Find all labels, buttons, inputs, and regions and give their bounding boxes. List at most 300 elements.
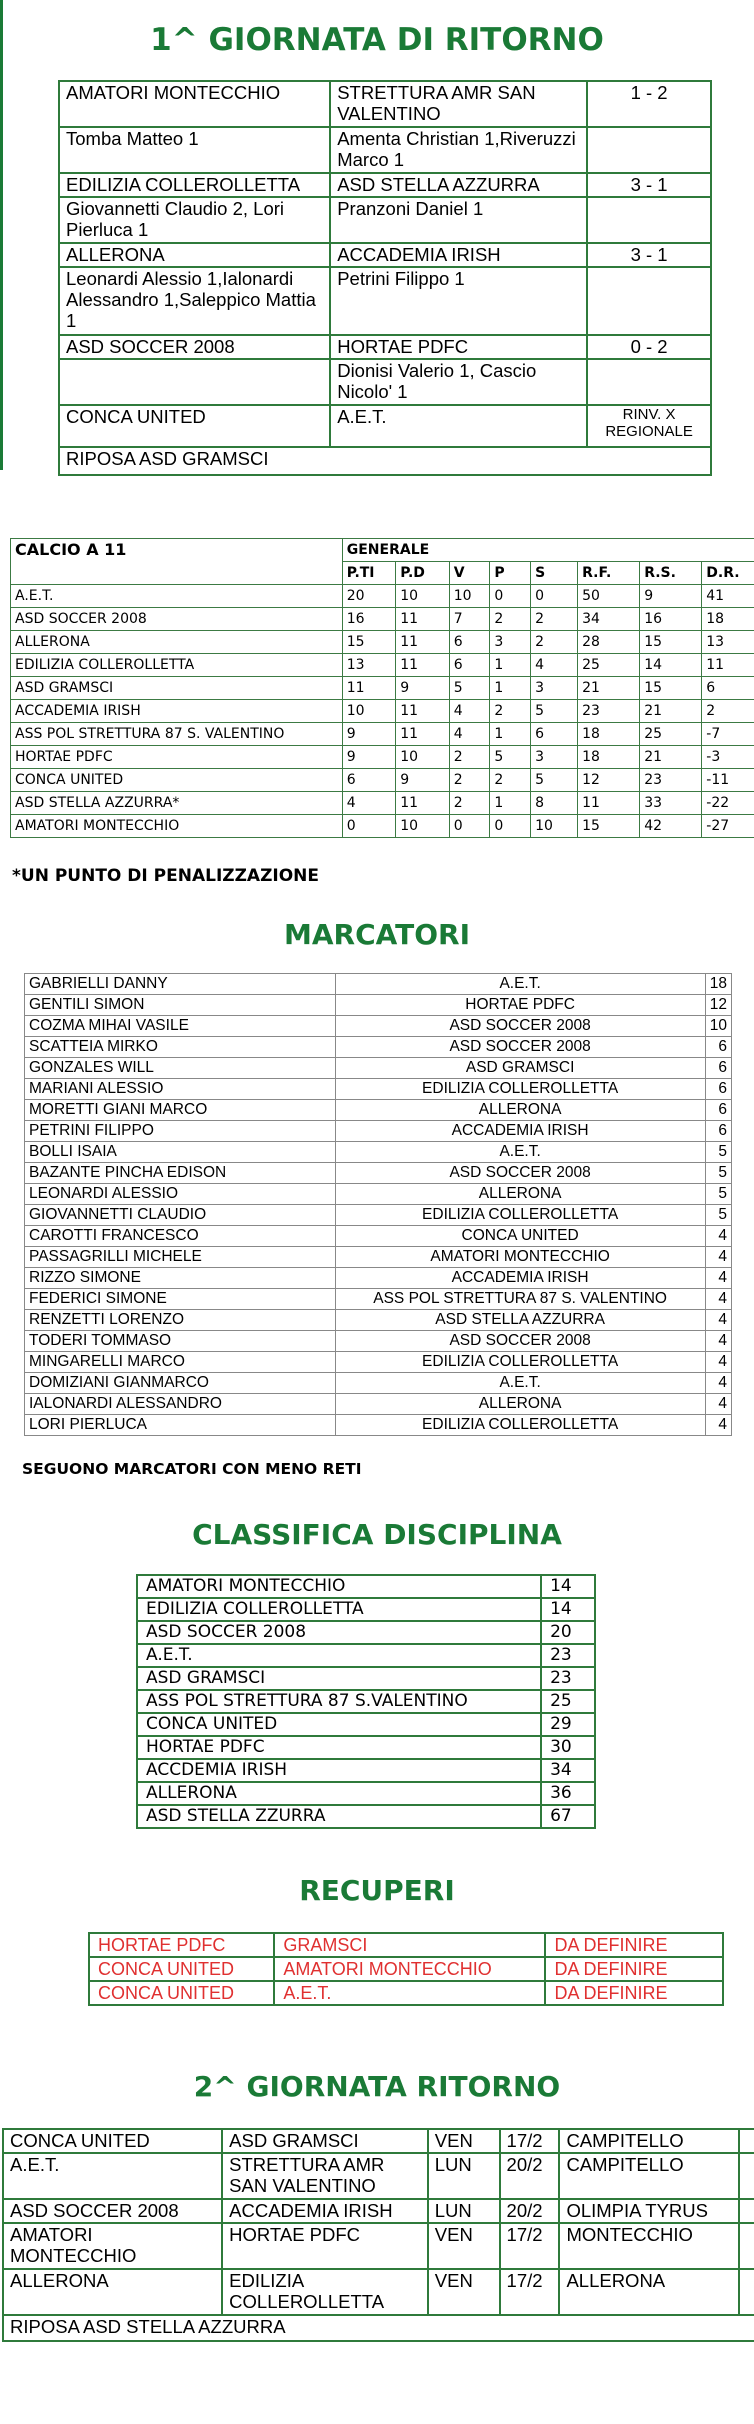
date-cell: 17/2 (500, 2223, 560, 2269)
stat-cell: 2 (531, 608, 578, 631)
stat-cell: 11 (578, 792, 640, 815)
day-cell: VEN (428, 2129, 500, 2153)
stat-cell: 15 (640, 677, 702, 700)
discipline-team: ACCDEMIA IRISH (137, 1759, 541, 1782)
scorer-name: COZMA MIHAI VASILE (25, 1016, 336, 1037)
stat-cell: 4 (342, 792, 396, 815)
empty-cell (739, 2223, 754, 2269)
recupero-row (89, 1981, 723, 2005)
scorer-row (25, 1142, 732, 1163)
stat-cell: 11 (396, 723, 450, 746)
venue-cell: ALLERONA (559, 2269, 739, 2315)
stat-cell: 10 (531, 815, 578, 838)
away-team-cell: ASD STELLA AZZURRA (330, 173, 587, 197)
standings-row (11, 769, 754, 792)
home-team-cell: AMATORI MONTECCHIO (3, 2223, 222, 2269)
stat-cell: 9 (342, 723, 396, 746)
discipline-row (137, 1644, 595, 1667)
discipline-team: A.E.T. (137, 1644, 541, 1667)
discipline-team: ASD STELLA ZZURRA (137, 1805, 541, 1828)
away-team-cell: Amenta Christian 1,Riveruzzi Marco 1 (330, 127, 587, 173)
standings-row (11, 815, 754, 838)
scorer-goals: 4 (705, 1373, 731, 1394)
stat-cell: 18 (578, 723, 640, 746)
home-team-cell: Giovannetti Claudio 2, Lori Pierluca 1 (59, 197, 330, 243)
scorer-goals: 4 (705, 1394, 731, 1415)
stat-cell: 9 (342, 746, 396, 769)
stat-cell: 6 (449, 631, 490, 654)
empty-cell (739, 2269, 754, 2315)
discipline-points: 25 (541, 1690, 595, 1713)
scorer-name: BAZANTE PINCHA EDISON (25, 1163, 336, 1184)
stat-cell: 2 (449, 746, 490, 769)
stat-cell: 0 (449, 815, 490, 838)
standings-row (11, 677, 754, 700)
scorer-row (25, 974, 732, 995)
scorer-row (25, 1289, 732, 1310)
stat-cell: 1 (490, 654, 531, 677)
stat-cell: 6 (702, 677, 754, 700)
scorer-goals: 4 (705, 1415, 731, 1436)
recupero-away: GRAMSCI (274, 1933, 545, 1957)
stat-cell: 10 (396, 746, 450, 769)
scorer-row (25, 1226, 732, 1247)
stat-cell: 9 (396, 677, 450, 700)
discipline-points: 20 (541, 1621, 595, 1644)
stat-cell: 9 (396, 769, 450, 792)
venue-cell: CAMPITELLO (559, 2129, 739, 2153)
stat-cell: 34 (578, 608, 640, 631)
left-edge-bar (0, 0, 3, 470)
g1-results-table (58, 80, 712, 476)
scorer-name: FEDERICI SIMONE (25, 1289, 336, 1310)
discipline-points: 23 (541, 1644, 595, 1667)
g1-row (59, 359, 711, 405)
riposa-cell: RIPOSA ASD STELLA AZZURRA (3, 2315, 754, 2341)
discipline-row (137, 1713, 595, 1736)
home-team-cell: AMATORI MONTECCHIO (59, 81, 330, 127)
stat-cell: 28 (578, 631, 640, 654)
stat-cell: 14 (640, 654, 702, 677)
stat-cell: -7 (702, 723, 754, 746)
discipline-team: EDILIZIA COLLEROLLETTA (137, 1598, 541, 1621)
stat-cell: 2 (449, 769, 490, 792)
team-name-cell: A.E.T. (11, 585, 343, 608)
stat-cell: 21 (640, 746, 702, 769)
empty-cell (739, 2199, 754, 2223)
standings-row (11, 654, 754, 677)
team-name-cell: ASD STELLA AZZURRA* (11, 792, 343, 815)
away-team-cell: A.E.T. (330, 405, 587, 447)
stat-cell: 41 (702, 585, 754, 608)
stat-cell: -11 (702, 769, 754, 792)
g1-row (59, 405, 711, 447)
scorer-team: ASD SOCCER 2008 (335, 1016, 705, 1037)
result-cell: 3 - 1 (587, 243, 711, 267)
stat-cell: 8 (531, 792, 578, 815)
empty-cell (739, 2153, 754, 2199)
stat-cell: 2 (490, 700, 531, 723)
stat-cell: 11 (396, 792, 450, 815)
result-cell (587, 267, 711, 335)
scorer-name: TODERI TOMMASO (25, 1331, 336, 1352)
stat-cell: 11 (342, 677, 396, 700)
stat-cell: 3 (490, 631, 531, 654)
stat-cell: 4 (449, 700, 490, 723)
scorer-team: CONCA UNITED (335, 1226, 705, 1247)
scorer-team: ASS POL STRETTURA 87 S. VALENTINO (335, 1289, 705, 1310)
scorer-name: MORETTI GIANI MARCO (25, 1100, 336, 1121)
scorer-name: IALONARDI ALESSANDRO (25, 1394, 336, 1415)
away-team-cell: HORTAE PDFC (222, 2223, 428, 2269)
stat-cell: 10 (449, 585, 490, 608)
stat-cell: 18 (578, 746, 640, 769)
scorer-row (25, 1394, 732, 1415)
scorer-row (25, 1415, 732, 1436)
recupero-home: CONCA UNITED (89, 1981, 274, 2005)
stat-cell: 9 (640, 585, 702, 608)
scorer-team: EDILIZIA COLLEROLLETTA (335, 1352, 705, 1373)
discipline-points: 36 (541, 1782, 595, 1805)
stat-cell: 42 (640, 815, 702, 838)
scorer-goals: 4 (705, 1247, 731, 1268)
column-header: S (531, 562, 578, 585)
home-team-cell: Leonardi Alessio 1,Ialonardi Alessandro 1,Saleppico Mattia 1 (59, 267, 330, 335)
team-name-cell: ALLERONA (11, 631, 343, 654)
g1-row (59, 81, 711, 127)
scorer-name: MARIANI ALESSIO (25, 1079, 336, 1100)
scorer-team: ALLERONA (335, 1394, 705, 1415)
day-cell: VEN (428, 2223, 500, 2269)
empty-cell (739, 2129, 754, 2153)
stat-cell: 10 (396, 815, 450, 838)
result-cell: 0 - 2 (587, 335, 711, 359)
stat-cell: 6 (531, 723, 578, 746)
discipline-row (137, 1805, 595, 1828)
team-name-cell: ASD SOCCER 2008 (11, 608, 343, 631)
stat-cell: 33 (640, 792, 702, 815)
scorer-name: GABRIELLI DANNY (25, 974, 336, 995)
g1-row (59, 335, 711, 359)
stat-cell: 10 (396, 585, 450, 608)
discipline-points: 67 (541, 1805, 595, 1828)
stat-cell: 11 (396, 700, 450, 723)
scorer-team: ALLERONA (335, 1100, 705, 1121)
stat-cell: 11 (396, 631, 450, 654)
scorer-goals: 4 (705, 1352, 731, 1373)
discipline-row (137, 1690, 595, 1713)
discipline-row (137, 1736, 595, 1759)
team-name-cell: AMATORI MONTECCHIO (11, 815, 343, 838)
scorer-goals: 4 (705, 1331, 731, 1352)
scorer-team: ASD SOCCER 2008 (335, 1163, 705, 1184)
result-cell: 3 - 1 (587, 173, 711, 197)
date-cell: 20/2 (500, 2199, 560, 2223)
column-header: R.S. (640, 562, 702, 585)
discipline-points: 30 (541, 1736, 595, 1759)
scorer-name: LORI PIERLUCA (25, 1415, 336, 1436)
home-team-cell: CONCA UNITED (3, 2129, 222, 2153)
home-team-cell (59, 359, 330, 405)
standings-group: GENERALE (342, 539, 754, 562)
stat-cell: 5 (531, 769, 578, 792)
venue-cell: OLIMPIA TYRUS (559, 2199, 739, 2223)
stat-cell: 2 (702, 700, 754, 723)
stat-cell: 3 (531, 746, 578, 769)
standings-table (10, 538, 754, 838)
stat-cell: 15 (578, 815, 640, 838)
stat-cell: 2 (531, 631, 578, 654)
scorer-row (25, 1268, 732, 1289)
standings-row (11, 792, 754, 815)
scorer-row (25, 1079, 732, 1100)
day-cell: LUN (428, 2199, 500, 2223)
scorer-row (25, 1205, 732, 1226)
stat-cell: 21 (640, 700, 702, 723)
scorer-row (25, 1331, 732, 1352)
discipline-team: AMATORI MONTECCHIO (137, 1575, 541, 1598)
g1-title: 1^ GIORNATA DI RITORNO (150, 22, 604, 58)
recupero-away: A.E.T. (274, 1981, 545, 2005)
stat-cell: 6 (342, 769, 396, 792)
discipline-row (137, 1759, 595, 1782)
column-header: P.TI (342, 562, 396, 585)
stat-cell: 16 (640, 608, 702, 631)
away-team-cell: STRETTURA AMR SAN VALENTINO (222, 2153, 428, 2199)
scorer-team: EDILIZIA COLLEROLLETTA (335, 1079, 705, 1100)
scorer-goals: 4 (705, 1226, 731, 1247)
scorer-row (25, 1373, 732, 1394)
discipline-team: ALLERONA (137, 1782, 541, 1805)
scorer-goals: 4 (705, 1310, 731, 1331)
stat-cell: -22 (702, 792, 754, 815)
scorer-name: BOLLI ISAIA (25, 1142, 336, 1163)
stat-cell: 1 (490, 723, 531, 746)
stat-cell: 5 (490, 746, 531, 769)
stat-cell: 11 (396, 654, 450, 677)
scorer-row (25, 1037, 732, 1058)
away-team-cell: ACCADEMIA IRISH (330, 243, 587, 267)
scorer-name: GENTILI SIMON (25, 995, 336, 1016)
scorer-team: A.E.T. (335, 1142, 705, 1163)
scorers-note: SEGUONO MARCATORI CON MENO RETI (22, 1460, 362, 1478)
scorer-team: ACCADEMIA IRISH (335, 1268, 705, 1289)
g1-row (59, 243, 711, 267)
discipline-points: 34 (541, 1759, 595, 1782)
discipline-points: 14 (541, 1598, 595, 1621)
scorer-name: GIOVANNETTI CLAUDIO (25, 1205, 336, 1226)
scorer-row (25, 1310, 732, 1331)
home-team-cell: EDILIZIA COLLEROLLETTA (59, 173, 330, 197)
g1-riposa-row (59, 447, 711, 475)
day-cell: LUN (428, 2153, 500, 2199)
stat-cell: 0 (490, 815, 531, 838)
scorer-team: ASD STELLA AZZURRA (335, 1310, 705, 1331)
result-cell (587, 197, 711, 243)
scorer-goals: 4 (705, 1268, 731, 1289)
stat-cell: 3 (531, 677, 578, 700)
scorer-team: EDILIZIA COLLEROLLETTA (335, 1205, 705, 1226)
day-cell: VEN (428, 2269, 500, 2315)
stat-cell: 50 (578, 585, 640, 608)
home-team-cell: CONCA UNITED (59, 405, 330, 447)
scorer-row (25, 1184, 732, 1205)
scorer-name: RIZZO SIMONE (25, 1268, 336, 1289)
scorer-row (25, 1058, 732, 1079)
scorer-goals: 6 (705, 1100, 731, 1121)
scorer-goals: 18 (705, 974, 731, 995)
away-team-cell: Petrini Filippo 1 (330, 267, 587, 335)
scorer-goals: 6 (705, 1037, 731, 1058)
recupero-status: DA DEFINIRE (545, 1981, 723, 2005)
stat-cell: 13 (342, 654, 396, 677)
scorer-row (25, 1121, 732, 1142)
home-team-cell: ASD SOCCER 2008 (3, 2199, 222, 2223)
stat-cell: -3 (702, 746, 754, 769)
discipline-team: ASD SOCCER 2008 (137, 1621, 541, 1644)
stat-cell: 4 (449, 723, 490, 746)
scorer-name: GONZALES WILL (25, 1058, 336, 1079)
discipline-team: ASS POL STRETTURA 87 S.VALENTINO (137, 1690, 541, 1713)
scorers-table (24, 973, 732, 1436)
team-name-cell: HORTAE PDFC (11, 746, 343, 769)
scorer-goals: 5 (705, 1163, 731, 1184)
g2-title: 2^ GIORNATA RITORNO (193, 2070, 561, 2103)
away-team-cell: Dionisi Valerio 1, Cascio Nicolo' 1 (330, 359, 587, 405)
date-cell: 17/2 (500, 2129, 560, 2153)
stat-cell: 15 (342, 631, 396, 654)
stat-cell: 2 (449, 792, 490, 815)
recupero-row (89, 1957, 723, 1981)
stat-cell: 4 (531, 654, 578, 677)
stat-cell: 5 (449, 677, 490, 700)
stat-cell: 2 (490, 769, 531, 792)
discipline-points: 14 (541, 1575, 595, 1598)
stat-cell: 7 (449, 608, 490, 631)
g1-row (59, 197, 711, 243)
scorer-name: SCATTEIA MIRKO (25, 1037, 336, 1058)
scorer-row (25, 1100, 732, 1121)
recupero-away: AMATORI MONTECCHIO (274, 1957, 545, 1981)
standings-row (11, 608, 754, 631)
scorer-team: A.E.T. (335, 974, 705, 995)
g1-row (59, 127, 711, 173)
stat-cell: 1 (490, 677, 531, 700)
fixture-row (3, 2199, 754, 2223)
team-name-cell: ACCADEMIA IRISH (11, 700, 343, 723)
result-cell (587, 127, 711, 173)
discipline-points: 29 (541, 1713, 595, 1736)
team-name-cell: EDILIZIA COLLEROLLETTA (11, 654, 343, 677)
scorer-team: AMATORI MONTECCHIO (335, 1247, 705, 1268)
scorer-row (25, 1016, 732, 1037)
stat-cell: 11 (702, 654, 754, 677)
g1-row (59, 173, 711, 197)
away-team-cell: ACCADEMIA IRISH (222, 2199, 428, 2223)
g2-fixtures-table (2, 2128, 754, 2342)
scorer-goals: 10 (705, 1016, 731, 1037)
stat-cell: 0 (342, 815, 396, 838)
scorer-goals: 5 (705, 1184, 731, 1205)
result-cell: 1 - 2 (587, 81, 711, 127)
g2-riposa-row (3, 2315, 754, 2341)
discipline-row (137, 1621, 595, 1644)
scorer-team: ACCADEMIA IRISH (335, 1121, 705, 1142)
standings-row (11, 631, 754, 654)
venue-cell: MONTECCHIO (559, 2223, 739, 2269)
standings-row (11, 746, 754, 769)
discipline-team: CONCA UNITED (137, 1713, 541, 1736)
stat-cell: 0 (531, 585, 578, 608)
away-team-cell: Pranzoni Daniel 1 (330, 197, 587, 243)
scorer-goals: 4 (705, 1289, 731, 1310)
scorer-goals: 5 (705, 1142, 731, 1163)
scorer-team: ASD GRAMSCI (335, 1058, 705, 1079)
date-cell: 20/2 (500, 2153, 560, 2199)
away-team-cell: HORTAE PDFC (330, 335, 587, 359)
scorer-row (25, 1163, 732, 1184)
venue-cell: CAMPITELLO (559, 2153, 739, 2199)
column-header: R.F. (578, 562, 640, 585)
scorer-goals: 6 (705, 1058, 731, 1079)
fixture-row (3, 2153, 754, 2199)
date-cell: 17/2 (500, 2269, 560, 2315)
scorer-goals: 5 (705, 1205, 731, 1226)
scorer-row (25, 1247, 732, 1268)
stat-cell: 11 (396, 608, 450, 631)
stat-cell: 23 (578, 700, 640, 723)
stat-cell: 21 (578, 677, 640, 700)
stat-cell: 6 (449, 654, 490, 677)
scorer-name: MINGARELLI MARCO (25, 1352, 336, 1373)
team-name-cell: ASS POL STRETTURA 87 S. VALENTINO (11, 723, 343, 746)
column-header: P.D (396, 562, 450, 585)
home-team-cell: A.E.T. (3, 2153, 222, 2199)
g1-row (59, 267, 711, 335)
stat-cell: 5 (531, 700, 578, 723)
scorer-goals: 6 (705, 1079, 731, 1100)
fixture-row (3, 2129, 754, 2153)
discipline-team: ASD GRAMSCI (137, 1667, 541, 1690)
scorer-name: CAROTTI FRANCESCO (25, 1226, 336, 1247)
away-team-cell: STRETTURA AMR SAN VALENTINO (330, 81, 587, 127)
stat-cell: 25 (578, 654, 640, 677)
stat-cell: 13 (702, 631, 754, 654)
recupero-home: HORTAE PDFC (89, 1933, 274, 1957)
disciplina-title: CLASSIFICA DISCIPLINA (192, 1518, 562, 1551)
result-cell: RINV. X REGIONALE (587, 405, 711, 447)
fixture-row (3, 2223, 754, 2269)
scorer-team: ASD SOCCER 2008 (335, 1037, 705, 1058)
stat-cell: 0 (490, 585, 531, 608)
recupero-status: DA DEFINIRE (545, 1957, 723, 1981)
recuperi-title: RECUPERI (299, 1874, 455, 1907)
scorer-goals: 6 (705, 1121, 731, 1142)
scorer-row (25, 995, 732, 1016)
column-header: P (490, 562, 531, 585)
discipline-points: 23 (541, 1667, 595, 1690)
scorer-row (25, 1352, 732, 1373)
riposa-cell: RIPOSA ASD GRAMSCI (59, 447, 711, 475)
scorer-name: LEONARDI ALESSIO (25, 1184, 336, 1205)
home-team-cell: ALLERONA (59, 243, 330, 267)
fixture-row (3, 2269, 754, 2315)
scorer-name: PETRINI FILIPPO (25, 1121, 336, 1142)
discipline-row (137, 1575, 595, 1598)
home-team-cell: Tomba Matteo 1 (59, 127, 330, 173)
stat-cell: 10 (342, 700, 396, 723)
recupero-status: DA DEFINIRE (545, 1933, 723, 1957)
